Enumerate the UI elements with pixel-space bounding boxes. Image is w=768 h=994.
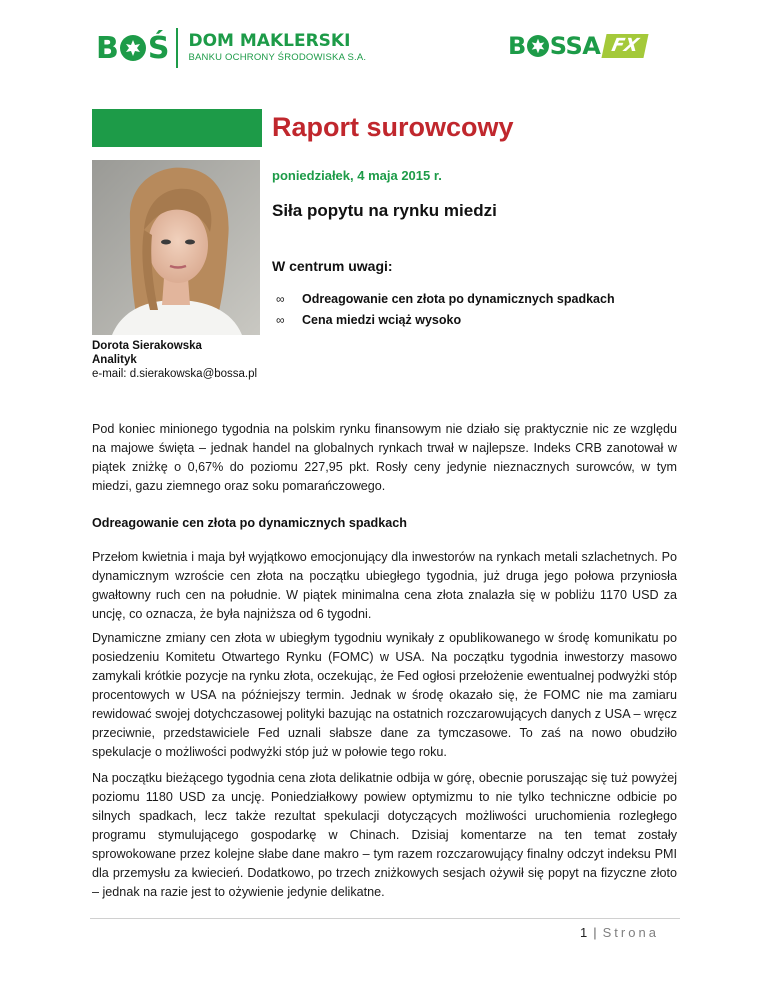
section-heading: Odreagowanie cen złota po dynamicznych spadkach bbox=[92, 516, 407, 530]
dm-subtitle: BANKU OCHRONY ŚRODOWISKA S.A. bbox=[188, 52, 367, 63]
intro-paragraph: Pod koniec minionego tygodnia na polskim rynku finansowym nie działo się praktycznie nic ze względu na majowe święta – jednak handel na globalnych rynkach trwał w najlepsze. Indeks CRB zanotował w piątek zniżkę o 0,67% do poziomu 227,95 pkt. Rosły ceny jedynie nieznacznych surowców, w tym miedzi, gazu ziemnego oraz soku pomarańczowego. bbox=[92, 422, 677, 493]
bossa-letter-b: B bbox=[508, 32, 526, 60]
gold-paragraph-1: Przełom kwietnia i maja był wyjątkowo emocjonujący dla inwestorów na rynkach metali szlachetnych. Po dynamicznym wzroście cen złota na początku ubiegłego tygodnia, już druga jego połowa przyniosła gwałtowny ruch cen na południe. W piątek minimalna cena złota znalazła się w pobliżu 1170 USD za uncję, co oznacza, że była najniższa od 6 tygodni. bbox=[92, 550, 677, 621]
gold-paragraph-2: Dynamiczne zmiany cen złota w ubiegłym tygodniu wynikały z opublikowanego w środę komunikatu po posiedzeniu Komitetu Otwartego Rynku (FOMC) w USA. Na początku tygodnia inwestorzy masowo zamykali krótkie pozycje na rynku złota, oczekując, że Fed ogłosi przełożenie ewentualnej podwyżki stóp procentowych w USA na późniejszy termin. Jednak w środę okazało się, że FOMC nie ma zamiaru rewidować swojej dotychczasowej polityki bazując na ostatnich rozczarowujących danych z USA – wręcz przeciwnie, przedstawiciele Fed uznali słabsze dane za tymczasowe. To zaś na nowo obudziło spekulacje o możliwości podwyżki stóp już w połowie tego roku. bbox=[92, 631, 677, 759]
focus-item bbox=[276, 309, 615, 330]
bossa-fx-logo bbox=[508, 31, 647, 61]
analyst-role: Analityk bbox=[92, 354, 137, 366]
analyst-photo bbox=[92, 160, 260, 335]
bos-logo bbox=[96, 30, 366, 66]
focus-item-text: Cena miedzi wciąż wysoko bbox=[302, 312, 462, 327]
analyst-email: e-mail: d.sierakowska@bossa.pl bbox=[92, 368, 258, 380]
logo-divider bbox=[176, 28, 178, 68]
analyst-name: Dorota Sierakowska bbox=[92, 340, 202, 352]
bossa-logo-mark bbox=[508, 32, 600, 60]
bos-letter-b: B bbox=[96, 30, 118, 66]
page-number: 1 bbox=[580, 925, 588, 940]
focus-heading: W centrum uwagi: bbox=[272, 258, 393, 274]
page-word: Strona bbox=[602, 925, 659, 940]
report-title: Raport surowcowy bbox=[272, 112, 514, 142]
bos-logo-mark bbox=[96, 31, 168, 66]
leaf-icon bbox=[527, 35, 549, 57]
footer-separator: | bbox=[593, 925, 597, 940]
page-footer bbox=[580, 925, 659, 940]
leaf-icon bbox=[120, 35, 146, 61]
report-date: poniedziałek, 4 maja 2015 r. bbox=[272, 168, 442, 183]
focus-item-text: Odreagowanie cen złota po dynamicznych spadkach bbox=[302, 291, 615, 306]
gold-paragraph-3: Na początku bieżącego tygodnia cena złota delikatnie odbija w górę, obecnie poruszając się tuż powyżej poziomu 1180 USD za uncję. Poniedziałkowy powiew optymizmu to nie tylko techniczne odbicie po silnych spadkach, lecz także rezultat spekulacji dotyczących możliwości uruchomienia rozległego programu stymulującego gospodarkę w Chinach. Dzisiaj komentarze na ten temat zostały sprowokowane przez kolejne słabe dane makro – tym razem rozczarowujący finalny odczyt indeksu PMI dla przemysłu za kwiecień. Dodatkowo, po trzech zniżkowych sesjach ożywił się popyt na fizyczne złoto – jednak na razie jest to ożywienie jedynie delikatne. bbox=[92, 771, 677, 899]
report-subject: Siła popytu na rynku miedzi bbox=[272, 201, 497, 220]
footer-rule bbox=[90, 918, 680, 919]
bossa-letters-ssa: SSA bbox=[549, 32, 601, 60]
title-accent-bar bbox=[92, 109, 262, 147]
infinity-bullet-icon: ∞ bbox=[276, 312, 285, 327]
focus-list bbox=[276, 288, 615, 330]
dm-text-block bbox=[188, 32, 366, 64]
focus-item bbox=[276, 288, 615, 309]
dm-title: DOM MAKLERSKI bbox=[188, 31, 351, 51]
bos-letter-s: Ś bbox=[147, 30, 169, 66]
infinity-bullet-icon: ∞ bbox=[276, 291, 285, 306]
fx-badge: FX bbox=[602, 34, 649, 58]
